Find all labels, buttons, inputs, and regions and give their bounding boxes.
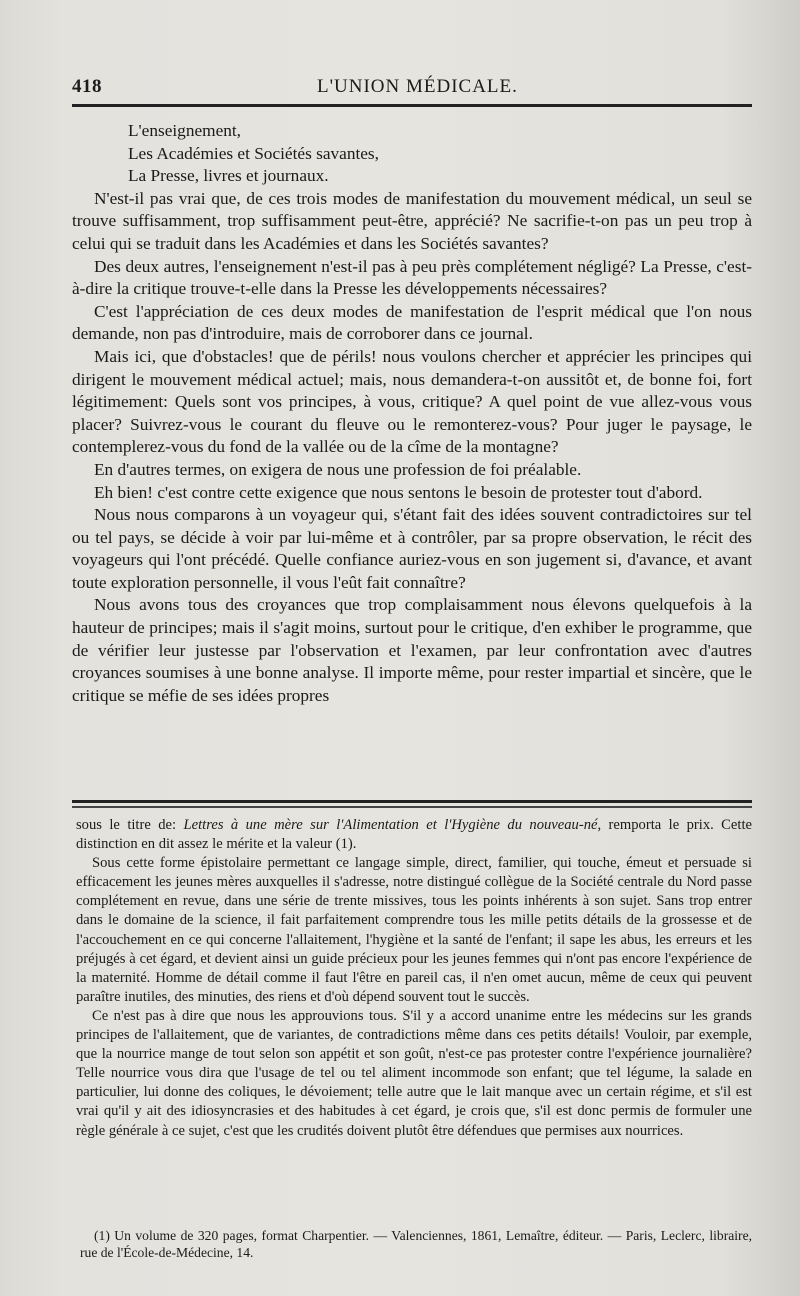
paragraph: Des deux autres, l'enseignement n'est-il pas à peu près complétement négligé? La Presse, c'est-à-dire la critique trouve-t-elle dans la Presse les développements nécessaires?	[72, 256, 752, 299]
paragraph: N'est-il pas vrai que, de ces trois modes de manifestation du mouvement médical, un seul se trouve suffisamment, trop suffisamment peut-être, apprécié? Ne sacrifie-t-on pas un peu trop à celui qui se traduit dans les Académies et dans les Sociétés savantes?	[72, 188, 752, 253]
header-rule	[72, 104, 752, 107]
lead-after: remporta le prix. Cette distinction en dit assez le mérite et la valeur (1).	[76, 817, 752, 853]
list-item: La Presse, livres et journaux.	[128, 166, 329, 186]
paragraph: Mais ici, que d'obstacles! que de périls! nous voulons chercher et apprécier les principes qui dirigent le mouvement médical actuel; mais, nous demandera-t-on aussitôt et, de bonne foi, fort légitimement: Quels sont vos principes, à vous, critique? A quel point de vue allez-vous vous placer? Suivrez-vous le courant du fleuve ou le remonterez-vous? Pour juger le paysage, le contemplerez-vous du fond de la vallée ou de la cîme de la montagne?	[72, 346, 752, 457]
feuilleton-rule-thin	[72, 806, 752, 808]
paragraph: En d'autres termes, on exigera de nous une profession de foi préalable.	[94, 459, 582, 479]
list-item: Les Académies et Sociétés savantes,	[128, 143, 379, 163]
page-number: 418	[72, 76, 102, 97]
feuilleton-text	[76, 816, 752, 1141]
paragraph: Eh bien! c'est contre cette exigence que nous sentons le besoin de protester tout d'abord.	[94, 482, 703, 502]
feuilleton-lead	[76, 816, 752, 854]
feuilleton-rule	[72, 800, 752, 803]
paragraph: C'est l'appréciation de ces deux modes de manifestation de l'esprit médical que l'on nous demande, non pas d'introduire, mais de corroborer dans ce journal.	[72, 301, 752, 344]
running-header	[72, 76, 752, 100]
feuilleton-paragraph: Ce n'est pas à dire que nous les approuvions tous. S'il y a accord unanime entre les médecins sur les grands principes de l'allaitement, que de variantes, de contradictions même dans ces petits détails! Vouloir, par exemple, que la nourrice mange de tout selon son appétit et son goût, n'est-ce pas protester contre l'expérience journalière? Telle nourrice vous dira que l'usage de tel ou tel aliment incommode son enfant; que tel légume, la salade en particulier, lui donne des coliques, le dévoiement; telle autre que le lait manque avec un certain régime, et s'il est vrai qu'il y ait des idiosyncrasies et des habitudes à cet égard, je crois que, s'il est donc permis de formuler une règle générale à ce sujet, c'est que les crudités doivent plutôt être défendues que permises aux nourrices.	[76, 1007, 752, 1139]
footnote	[80, 1227, 752, 1261]
running-title: L'UNION MÉDICALE.	[317, 76, 518, 97]
paragraph: Nous nous comparons à un voyageur qui, s'étant fait des idées souvent contradictoires sur tel ou tel pays, se décide à voir par lui-même et à contrôler, par sa propre observation, le récit des voyageurs qui l'ont précédé. Quelle confiance auriez-vous en son jugement si, d'avance, et avant toute exploration personnelle, il vous l'eût fait connaître?	[72, 505, 752, 592]
book-title: Lettres à une mère sur l'Alimentation et l'Hygiène du nouveau-né,	[183, 817, 602, 833]
feuilleton-paragraph: Sous cette forme épistolaire permettant ce langage simple, direct, familier, qui touche, émeut et persuade si efficacement les jeunes mères auxquelles il s'adresse, notre distingué collègue de la Société centrale du Nord passe complétement en revue, dans une série de trente missives, tous les points inhérents à son sujet. Sans trop entrer dans le domaine de la science, il fait parfaitement comprendre tous les mille petits détails de la grossesse et de l'accouchement en ce qui concerne l'allaitement, l'hygiène et la santé de l'enfant; il sape les abus, les erreurs et les préjugés à cet égard, et devient ainsi un guide précieux pour les jeunes femmes qui n'ont pas encore l'expérience de la maternité. Homme de détail comme il faut l'être en pareil cas, il n'en omet aucun, même de ceux qui peuvent paraître inutiles, des minuties, des riens et d'où dépend souvent tout le succès.	[76, 855, 752, 1005]
paragraph: Nous avons tous des croyances que trop complaisamment nous élevons quelquefois à la hauteur de principes; mais il s'agit moins, surtout pour le critique, d'en exhiber le programme, que de vérifier leur justesse par l'observation et l'examen, par leur confrontation avec d'autres croyances soumises à une bonne analyse. Il importe même, pour rester impartial et sincère, que le critique se méfie de ses idées propres	[72, 595, 752, 705]
main-text	[72, 120, 752, 707]
footnote-text: (1) Un volume de 320 pages, format Charpentier. — Valenciennes, 1861, Lemaître, éditeur. — Paris, Leclerc, libraire, rue de l'École-de-Médecine, 14.	[80, 1228, 752, 1260]
list-item: L'enseignement,	[128, 121, 242, 140]
lead-before: sous le titre de:	[76, 817, 184, 833]
